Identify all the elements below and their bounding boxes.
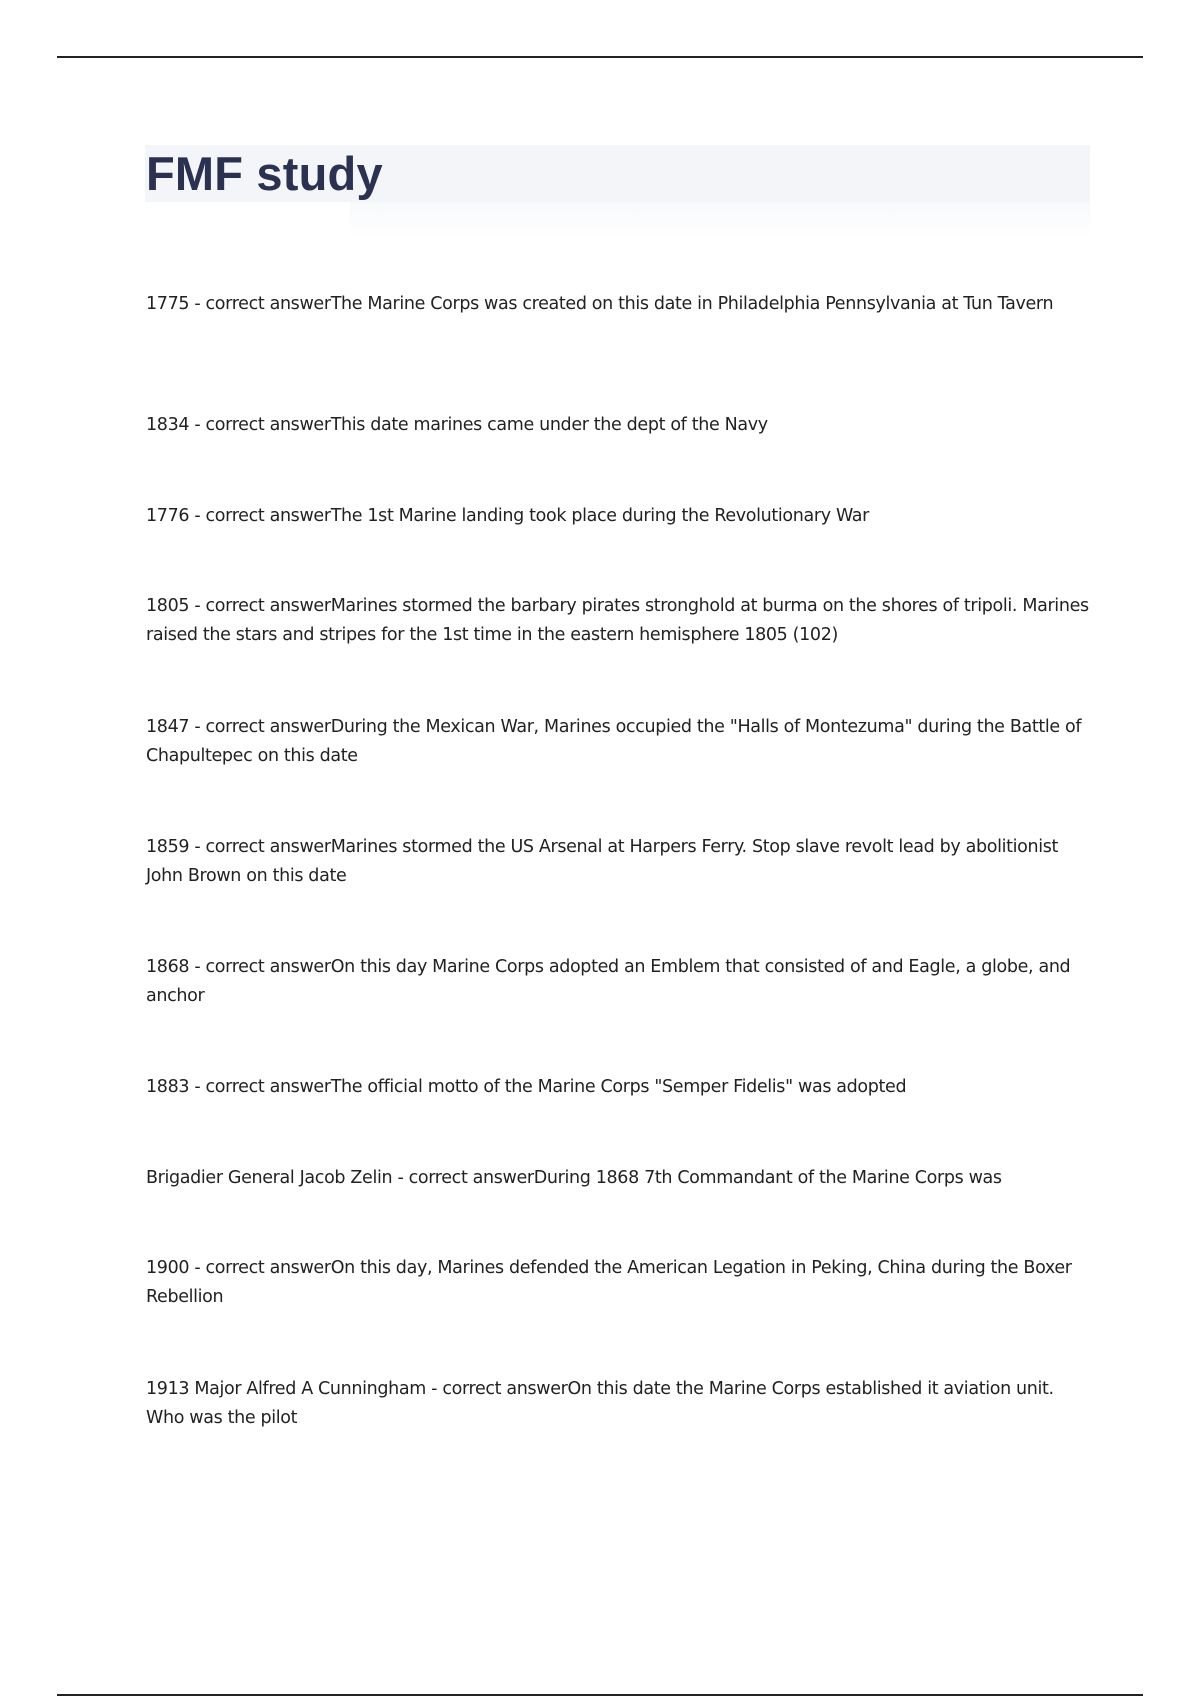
flashcard-item	[146, 290, 1096, 319]
flashcard-definition: The official motto of the Marine Corps "Semper Fidelis" was adopted	[330, 1077, 907, 1097]
answer-separator: - correct answer	[189, 837, 331, 857]
answer-separator: - correct answer	[189, 506, 331, 526]
top-rule	[57, 56, 1143, 58]
flashcard-term: 1913 Major Alfred A Cunningham	[146, 1379, 426, 1399]
answer-separator: - correct answer	[189, 1258, 331, 1278]
flashcard-definition: On this day Marine Corps adopted an Emblem that consisted of and Eagle, a globe, and anchor	[146, 957, 1071, 1006]
flashcard-term: 1883	[146, 1077, 190, 1097]
flashcard-definition: This date marines came under the dept of the Navy	[330, 415, 768, 435]
flashcard-item	[146, 1375, 1096, 1433]
flashcard-definition: The Marine Corps was created on this date in Philadelphia Pennsylvania at Tun Tavern	[330, 294, 1054, 314]
flashcard-item	[146, 502, 1096, 531]
flashcard-term: 1859	[146, 837, 190, 857]
answer-separator: - correct answer	[392, 1168, 534, 1188]
flashcard-item	[146, 592, 1096, 650]
flashcard-definition: During 1868 7th Commandant of the Marine Corps was	[533, 1168, 1002, 1188]
flashcard-item	[146, 1073, 1096, 1102]
flashcard-term: 1900	[146, 1258, 190, 1278]
flashcard-definition: On this date the Marine Corps established it aviation unit. Who was the pilot	[146, 1379, 1054, 1428]
flashcard-item	[146, 411, 1096, 440]
answer-separator: - correct answer	[189, 294, 331, 314]
flashcard-term: Brigadier General Jacob Zelin	[146, 1168, 393, 1188]
flashcard-term: 1775	[146, 294, 190, 314]
answer-separator: - correct answer	[189, 717, 331, 737]
flashcard-term: 1847	[146, 717, 190, 737]
answer-separator: - correct answer	[425, 1379, 568, 1399]
flashcard-term: 1868	[146, 957, 190, 977]
bottom-rule	[57, 1694, 1143, 1696]
answer-separator: - correct answer	[189, 596, 331, 616]
flashcard-item	[146, 1164, 1096, 1193]
flashcard-term: 1834	[146, 415, 190, 435]
flashcard-item	[146, 1254, 1096, 1312]
flashcard-definition: On this day, Marines defended the American Legation in Peking, China during the Boxer Rebellion	[146, 1258, 1072, 1307]
flashcard-term: 1776	[146, 506, 190, 526]
flashcard-definition: The 1st Marine landing took place during the Revolutionary War	[330, 506, 870, 526]
flashcard-item	[146, 713, 1096, 771]
flashcard-definition: During the Mexican War, Marines occupied the "Halls of Montezuma" during the Battle of Chapultepec on this date	[146, 717, 1082, 766]
answer-separator: - correct answer	[189, 957, 331, 977]
flashcard-item	[146, 833, 1096, 891]
page-title: FMF study	[146, 147, 383, 200]
title-highlight-fade	[350, 202, 1090, 238]
flashcard-definition: Marines stormed the barbary pirates stronghold at burma on the shores of tripoli. Marines raised the stars and stripes for the 1st time in the eastern hemisphere 1805 (102)	[146, 596, 1089, 645]
answer-separator: - correct answer	[189, 1077, 331, 1097]
answer-separator: - correct answer	[189, 415, 331, 435]
flashcard-term: 1805	[146, 596, 190, 616]
flashcard-item	[146, 953, 1096, 1011]
flashcard-definition: Marines stormed the US Arsenal at Harpers Ferry. Stop slave revolt lead by abolitionist John Brown on this date	[146, 837, 1059, 886]
